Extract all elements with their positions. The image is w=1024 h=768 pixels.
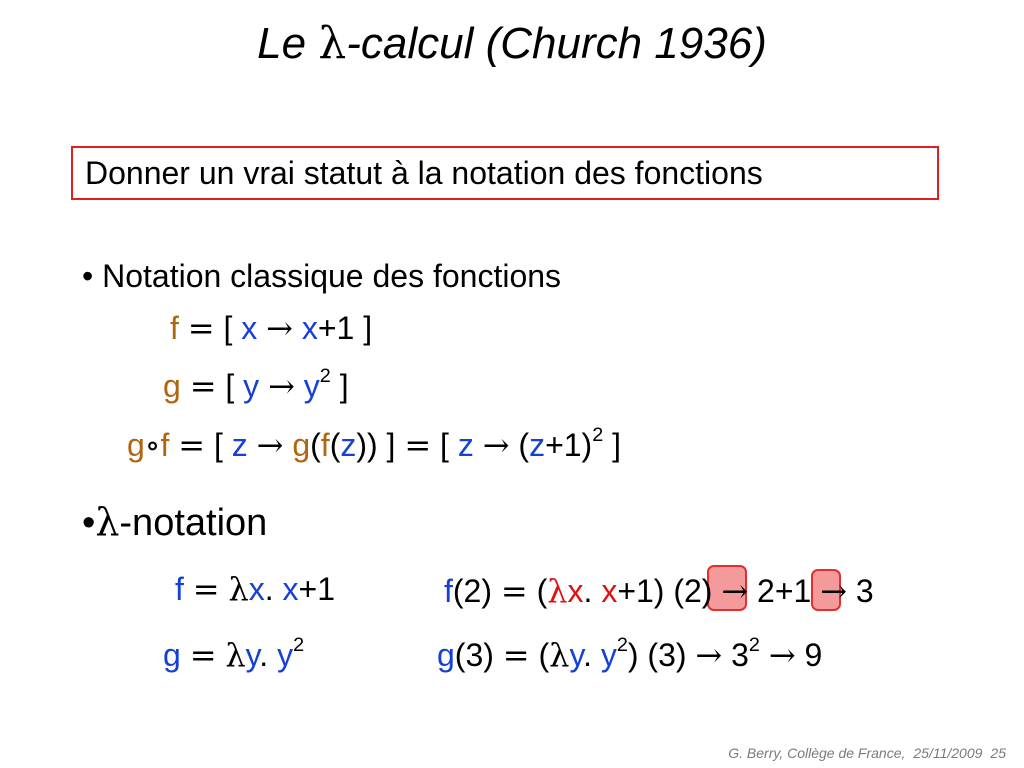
footer-date: 25/11/2009 [913, 745, 983, 761]
lambda-symbol: λ [95, 500, 120, 544]
bullet-lambda-notation [82, 500, 267, 545]
page-number: 25 [990, 745, 1006, 761]
slide-title: Le λ-calcul (Church 1936) [257, 18, 767, 69]
bullet-classical-notation [82, 258, 561, 295]
formula-g-application: g(3) = (λy. $y^2$) $(3) \to 3^2 \to 9$ [437, 634, 823, 674]
bullet-lambda-label: -notation [119, 502, 268, 544]
bullet-classical-label: Notation classique des fonctions [102, 258, 562, 294]
footer-author: G. Berry, Collège de France, [728, 745, 906, 761]
formula-f-application: f(2) = (λx. x+1) (2) → 2+1 → 3 [444, 572, 874, 610]
formula-f-lambda: f = λx. x+1 [175, 570, 336, 608]
statement-text: Donner un vrai statut à la notation des fonctions [85, 155, 763, 191]
formula-f-classic: f = [ x → x+1 ] [170, 309, 373, 347]
formula-composition: g∘f = [ z → g(f(z)) ] = [ $z \to (z+1)^2$ ] [127, 424, 622, 464]
slide-footer [720, 745, 1006, 761]
bullet-dot: • [82, 502, 96, 544]
lambda-symbol: λ [318, 18, 347, 69]
formula-g-lambda: g = λy. $y^2$ [163, 634, 305, 674]
bullet-dot: • [82, 258, 103, 294]
formula-g-classic: g = [ $y \to y^2$ ] [163, 365, 349, 405]
